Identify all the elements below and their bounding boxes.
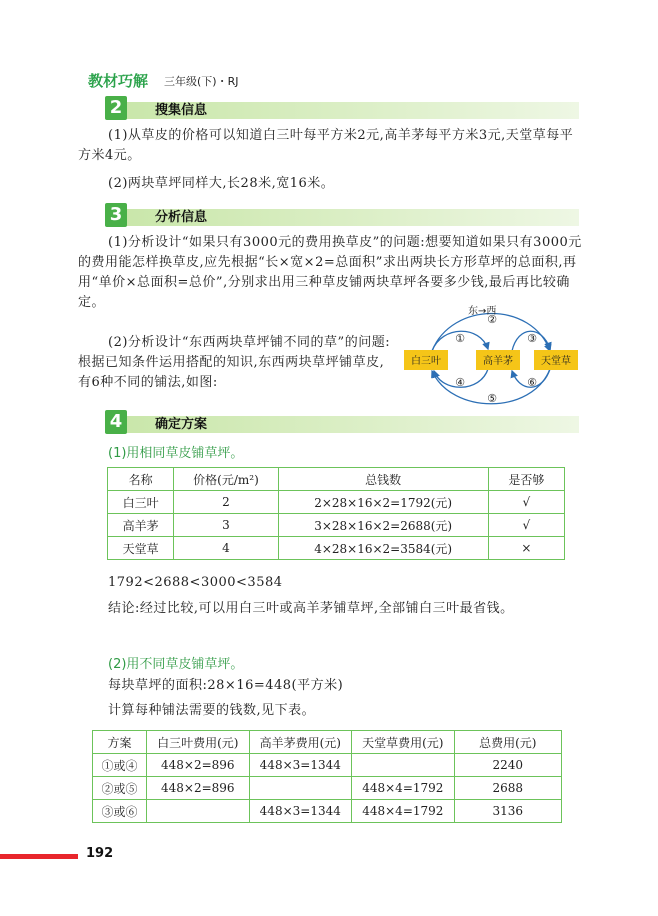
table-header: 总钱数 (278, 468, 488, 491)
table-cell: 高羊茅 (108, 514, 174, 537)
table-cell: 2×28×16×2=1792(元) (278, 491, 488, 514)
route-label-3: ③ (527, 332, 537, 345)
route-label-6: ⑥ (527, 376, 537, 389)
table-intro: 计算每种铺法需要的钱数,见下表。 (108, 703, 316, 718)
table-header: 价格(元/m²) (174, 468, 278, 491)
section-2-number: 2 (105, 96, 127, 120)
section-3-para-2: (2)分析设计“东西两块草坪铺不同的草”的问题:根据已知条件运用搭配的知识,东西两块草坪铺草皮,有6种不同的铺法,如图: (78, 335, 391, 390)
node-tiantangcao: 天堂草 (541, 356, 571, 367)
table-cell (147, 800, 249, 823)
table-cell: ①或④ (93, 754, 147, 777)
same-grass-table (107, 467, 565, 560)
table-header: 方案 (93, 731, 147, 754)
table-header: 白三叶费用(元) (147, 731, 249, 754)
table-cell: 3136 (454, 800, 561, 823)
table-cell: 448×4=1792 (352, 777, 455, 800)
table-cell: 448×2=896 (147, 777, 249, 800)
route-label-2: ② (487, 313, 497, 326)
table-cell: √ (488, 491, 564, 514)
table-header: 名称 (108, 468, 174, 491)
footer-accent-bar (0, 854, 78, 859)
grass-combination-diagram (402, 303, 580, 409)
table-cell: 天堂草 (108, 537, 174, 560)
subheading-same-grass: (1)用相同草皮铺草坪。 (108, 446, 244, 461)
diagram-svg (402, 303, 580, 409)
section-2-para-1: (1)从草皮的价格可以知道白三叶每平方米2元,高羊茅每平方米3元,天堂草每平方米4元。 (78, 128, 574, 163)
section-4-number: 4 (105, 410, 127, 434)
table-cell: 448×3=1344 (249, 754, 352, 777)
table-row (93, 777, 562, 800)
table-cell (249, 777, 352, 800)
section-4-header (105, 411, 579, 433)
table-header-row (108, 468, 565, 491)
table-cell: 2688 (454, 777, 561, 800)
conclusion-text: 结论:经过比较,可以用白三叶或高羊茅铺草坪,全部铺白三叶最省钱。 (108, 601, 514, 616)
table-header: 总费用(元) (454, 731, 561, 754)
table-row (108, 491, 565, 514)
section-3-number: 3 (105, 203, 127, 227)
route-label-1: ① (455, 332, 465, 345)
section-2-header (105, 97, 579, 119)
table-cell: 4×28×16×2=3584(元) (278, 537, 488, 560)
subheading-different-grass: (2)用不同草皮铺草坪。 (108, 657, 244, 672)
table-cell: √ (488, 514, 564, 537)
page-number: 192 (86, 846, 114, 861)
route-label-4: ④ (455, 376, 465, 389)
table-header: 高羊茅费用(元) (249, 731, 352, 754)
table-header-row (93, 731, 562, 754)
table-cell: 3 (174, 514, 278, 537)
route-label-5: ⑤ (487, 392, 497, 405)
table-row (93, 800, 562, 823)
table-cell: × (488, 537, 564, 560)
table-header: 是否够 (488, 468, 564, 491)
different-grass-table (92, 730, 562, 823)
table-cell: ②或⑤ (93, 777, 147, 800)
table-cell: 3×28×16×2=2688(元) (278, 514, 488, 537)
table-cell (352, 754, 455, 777)
area-calculation: 每块草坪的面积:28×16=448(平方米) (108, 678, 344, 693)
section-2-para-2: (2)两块草坪同样大,长28米,宽16米。 (108, 176, 335, 191)
section-4-title: 确定方案 (155, 417, 208, 432)
table-cell: 白三叶 (108, 491, 174, 514)
table-header: 天堂草费用(元) (352, 731, 455, 754)
table-cell: 448×3=1344 (249, 800, 352, 823)
section-3-para-1: (1)分析设计“如果只有3000元的费用换草皮”的问题:想要知道如果只有3000元的费用能怎样换草皮,应先根据“长×宽×2=总面积”求出两块长方形草坪的总面积,再用“单价×总面积=总价”,分别求出用三种草皮铺两块草坪各要多少钱,最后再比较确定。 (78, 235, 582, 310)
table-cell: 4 (174, 537, 278, 560)
book-subtitle: 三年级(下)・RJ (164, 75, 239, 88)
table-cell: 448×4=1792 (352, 800, 455, 823)
table-row (108, 537, 565, 560)
direction-label: 东→西 (468, 306, 497, 317)
section-3-header (105, 204, 579, 226)
table-cell: 448×2=896 (147, 754, 249, 777)
node-baisanye: 白三叶 (411, 356, 441, 367)
table-cell: 2 (174, 491, 278, 514)
table-cell: ③或⑥ (93, 800, 147, 823)
table-row (108, 514, 565, 537)
node-gaoyangmao: 高羊茅 (483, 356, 513, 367)
comparison-line: 1792<2688<3000<3584 (108, 575, 283, 590)
section-2-title: 搜集信息 (155, 103, 208, 118)
table-row (93, 754, 562, 777)
section-3-title: 分析信息 (155, 210, 208, 225)
table-cell: 2240 (454, 754, 561, 777)
book-brand: 教材巧解 (88, 72, 149, 90)
